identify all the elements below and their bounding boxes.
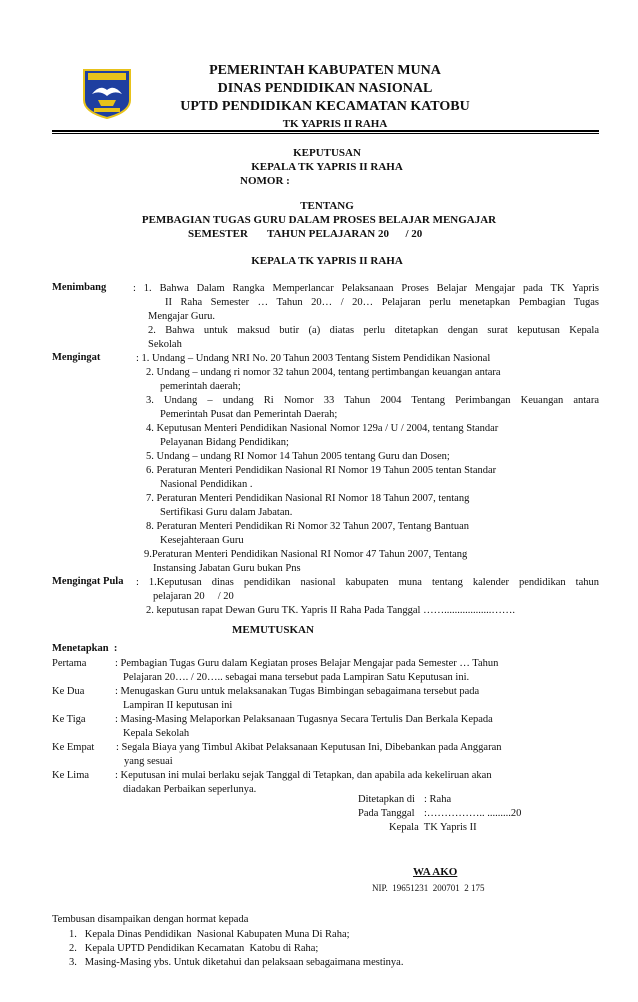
mengingat-line: 8. Peraturan Menteri Pendidikan Ri Nomor 32 Tahun 2007, Tentang Bantuan [146, 521, 470, 532]
tanggal-label: Pada Tanggal [358, 808, 415, 819]
decision-item-text: Pelajaran 20…. / 20….. sebagai mana tersebut pada Lampiran Satu Keputusan ini. [123, 672, 470, 683]
ditetapkan-label: Ditetapkan di [358, 794, 415, 805]
signatory-position: Kepala TK Yapris II [389, 822, 477, 833]
header-department: DINAS PENDIDIKAN NASIONAL [217, 81, 433, 96]
mengingat-line: 2. Undang – undang ri nomor 32 tahun 2004, tentang pertimbangan keuangan antara [146, 367, 501, 378]
decision-item-continuation [52, 671, 599, 685]
header-rule-thick [52, 130, 599, 132]
mengingat-line: 9.Peraturan Menteri Pendidikan Nasional RI Nomor 47 Tahun 2007, Tentang [144, 549, 468, 560]
mengingat-line: Kesejahteraan Guru [160, 535, 244, 546]
signatory-nip: NIP. 19651231 200701 2 175 [372, 883, 485, 893]
decision-item-text: diadakan Perbaikan seperlunya. [123, 784, 257, 795]
mengingat-pula-label: Mengingat Pula [52, 576, 124, 587]
menimbang-line: II Raha Semester … Tahun 20… / 20… Pelajaran perlu menetapkan Pembagian Tugas [165, 297, 599, 308]
mengingat-line: Nasional Pendidikan . [160, 479, 253, 490]
mengingat-line: pemerintah daerah; [160, 381, 241, 392]
signatory-name: WA AKO [413, 866, 458, 878]
ditetapkan-value: : Raha [424, 794, 452, 805]
tentang-label: TENTANG [300, 200, 354, 212]
decision-item-text: : Masing-Masing Melaporkan Pelaksanaan Tugasnya Secara Tertulis Dan Berkala Kepada [115, 714, 493, 725]
mengingat-pula-line: 2. keputusan rapat Dewan Guru TK. Yapris II Raha Pada Tanggal ……..................……. [146, 605, 515, 616]
mengingat-line: Instansing Jabatan Guru bukan Pns [153, 563, 301, 574]
mengingat-line: 5. Undang – undang RI Nomor 14 Tahun 2005 tentang Guru dan Dosen; [146, 451, 450, 462]
decision-item [52, 769, 599, 783]
header-uptd: UPTD PENDIDIKAN KECAMATAN KATOBU [180, 99, 470, 114]
issuer-heading: KEPALA TK YAPRIS II RAHA [251, 255, 403, 267]
header-government: PEMERINTAH KABUPATEN MUNA [209, 63, 441, 78]
menimbang-content [133, 282, 599, 352]
mengingat-line: Pemerintah Pusat dan Pemerintah Daerah; [160, 409, 338, 420]
mengingat-label: Mengingat [52, 352, 101, 363]
decision-item-continuation [52, 755, 599, 769]
decision-item-continuation [52, 699, 599, 713]
mengingat-line: Sertifikasi Guru dalam Jabatan. [160, 507, 293, 518]
menimbang-line: 2. Bahwa untuk maksud butir (a) diatas perlu ditetapkan dengan surat keputusan Kepala [148, 325, 599, 336]
header-school: TK YAPRIS II RAHA [282, 118, 388, 130]
mengingat-line: 7. Peraturan Menteri Pendidikan Nasional RI Nomor 18 Tahun 2007, tentang [146, 493, 470, 504]
nomor-label: NOMOR : [240, 175, 290, 187]
menimbang-line: Mengajar Guru. [148, 311, 216, 322]
decision-item-label: Pertama [52, 658, 87, 669]
tembusan-list [69, 928, 403, 970]
issuer-title: KEPALA TK YAPRIS II RAHA [251, 161, 403, 173]
tembusan-item: 1. Kepala Dinas Pendidikan Nasional Kabupaten Muna Di Raha; [69, 929, 350, 940]
mengingat-line: 4. Keputusan Menteri Pendidikan Nasional Nomor 129a / U / 2004, tentang Standar [146, 423, 499, 434]
menimbang-line: Sekolah [148, 339, 182, 350]
decision-item-continuation [52, 727, 599, 741]
decision-item-text: : Segala Biaya yang Timbul Akibat Pelaksanaan Keputusan Ini, Dibebankan pada Anggaran [116, 742, 502, 753]
mengingat-line: 3. Undang – undang Ri Nomor 33 Tahun 2004 Tentang Perimbangan Keuangan antara [146, 395, 599, 406]
decision-item-label: Ke Tiga [52, 714, 86, 725]
decision-item-text: yang sesuai [124, 756, 173, 767]
tembusan-item: 2. Kepala UPTD Pendidikan Kecamatan Katobu di Raha; [69, 943, 319, 954]
header-rule-thin [52, 133, 599, 134]
mengingat-line: 6. Peraturan Menteri Pendidikan Nasional RI Nomor 19 Tahun 2005 tentan Standar [146, 465, 497, 476]
decision-item [52, 741, 599, 755]
decision-item [52, 713, 599, 727]
decision-item-continuation [52, 783, 599, 797]
tembusan-item: 3. Masing-Masing ybs. Untuk diketahui dan pelaksaan sebagaimana mestinya. [69, 957, 404, 968]
decision-item-text: Lampiran II keputusan ini [123, 700, 233, 711]
decision-item [52, 685, 599, 699]
kabupaten-muna-logo [80, 66, 134, 120]
decision-item-label: Ke Dua [52, 686, 85, 697]
decision-item-label: Ke Empat [52, 742, 95, 753]
decision-item-label: Ke Lima [52, 770, 90, 781]
menimbang-label: Menimbang [52, 282, 107, 293]
mengingat-line: Pelayanan Bidang Pendidikan; [160, 437, 289, 448]
mengingat-pula-line: pelajaran 20 / 20 [153, 591, 234, 602]
decision-item-text: : Menugaskan Guru untuk melaksanakan Tugas Bimbingan sebagaimana tersebut pada [115, 686, 480, 697]
subject-line-2: SEMESTER TAHUN PELAJARAN 20 / 20 [188, 228, 423, 240]
subject-line-1: PEMBAGIAN TUGAS GURU DALAM PROSES BELAJAR MENGAJAR [141, 214, 497, 226]
mengingat-pula-content [136, 576, 599, 618]
decision-item-text: Kepala Sekolah [123, 728, 190, 739]
menetapkan-list [52, 657, 599, 797]
memutuskan-heading: MEMUTUSKAN [232, 624, 314, 636]
mengingat-line: : 1. Undang – Undang NRI No. 20 Tahun 2003 Tentang Sistem Pendidikan Nasional [136, 353, 491, 364]
decision-item-text: : Pembagian Tugas Guru dalam Kegiatan proses Belajar Mengajar pada Semester … Tahun [115, 658, 499, 669]
mengingat-content [136, 352, 599, 576]
mengingat-pula-line: : 1.Keputusan dinas pendidikan nasional kabupaten muna tentang kalender pendidikan tahun [136, 577, 599, 588]
menimbang-line: : 1. Bahwa Dalam Rangka Memperlancar Pelaksanaan Proses Belajar Mengajar pada TK Yapris [133, 283, 599, 294]
tembusan-intro: Tembusan disampaikan dengan hormat kepada [52, 914, 249, 925]
tanggal-value: :…………….. .........20 [424, 808, 522, 819]
decision-item-text: : Keputusan ini mulai berlaku sejak Tanggal di Tetapkan, dan apabila ada kekeliruan akan [115, 770, 492, 781]
doc-type-title: KEPUTUSAN [293, 147, 361, 159]
menetapkan-label: Menetapkan : [52, 643, 118, 654]
decision-item [52, 657, 599, 671]
